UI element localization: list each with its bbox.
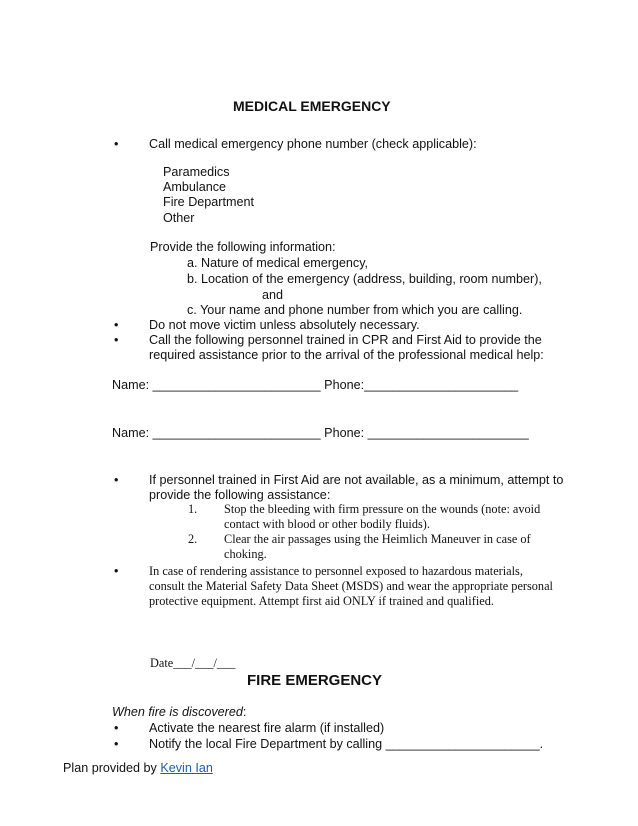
step-2-number: 2. xyxy=(188,532,198,546)
footer-plan-text: Plan provided by xyxy=(63,761,161,775)
activate-alarm-line: Activate the nearest fire alarm (if installed) xyxy=(149,721,385,735)
hazard-line-3: protective equipment. Attempt first aid ONLY if trained and qualified. xyxy=(149,594,494,608)
call-personnel-line-1: Call the following personnel trained in CPR and First Aid to provide the xyxy=(149,333,542,347)
bullet: • xyxy=(114,721,119,735)
first-aid-line-2: provide the following assistance: xyxy=(149,488,331,502)
info-item-c: c. Your name and phone number from which you are calling. xyxy=(187,303,523,317)
provide-info-label: Provide the following information: xyxy=(150,240,336,254)
contact-line-1: Name: ________________________ Phone:______________________ xyxy=(112,378,519,392)
hazard-line-1: In case of rendering assistance to personnel exposed to hazardous materials, xyxy=(149,564,523,578)
bullet: • xyxy=(114,737,119,751)
option-fire-department: Fire Department xyxy=(163,195,254,209)
author-link[interactable]: Kevin Ian xyxy=(160,761,213,775)
bullet: • xyxy=(114,564,119,578)
bullet: • xyxy=(114,473,119,487)
first-aid-line-1: If personnel trained in First Aid are not available, as a minimum, attempt to xyxy=(149,473,564,487)
when-discovered-colon: : xyxy=(242,705,247,719)
option-paramedics: Paramedics xyxy=(163,165,230,179)
contact-line-2: Name: ________________________ Phone: _______________________ xyxy=(112,426,529,440)
call-emergency-line: Call medical emergency phone number (check applicable): xyxy=(149,137,477,151)
bullet: • xyxy=(114,333,119,347)
hazard-line-2: consult the Material Safety Data Sheet (MSDS) and wear the appropriate personal xyxy=(149,579,553,593)
step-2-line-2: choking. xyxy=(224,547,267,561)
date-field: Date___/___/___ xyxy=(150,656,236,670)
footer-plan-credit xyxy=(63,761,213,776)
info-item-b: b. Location of the emergency (address, building, room number), xyxy=(187,272,542,286)
step-1-number: 1. xyxy=(188,502,198,516)
notify-fire-dept-line: Notify the local Fire Department by calling ______________________. xyxy=(149,737,544,751)
when-discovered-label xyxy=(112,705,246,720)
do-not-move-line: Do not move victim unless absolutely necessary. xyxy=(149,318,420,332)
fire-emergency-title: FIRE EMERGENCY xyxy=(247,672,383,689)
step-1-line-1: Stop the bleeding with firm pressure on the wounds (note: avoid xyxy=(224,502,541,516)
info-item-a: a. Nature of medical emergency, xyxy=(187,256,369,270)
step-2-line-1: Clear the air passages using the Heimlich Maneuver in case of xyxy=(224,532,531,546)
call-personnel-line-2: required assistance prior to the arrival of the professional medical help: xyxy=(149,348,544,362)
info-and: and xyxy=(262,288,284,302)
step-1-line-2: contact with blood or other bodily fluids). xyxy=(224,517,430,531)
when-discovered-text: When fire is discovered xyxy=(112,705,243,719)
bullet: • xyxy=(114,318,119,332)
medical-emergency-title: MEDICAL EMERGENCY xyxy=(233,98,391,114)
bullet: • xyxy=(114,137,119,151)
option-other: Other xyxy=(163,211,195,225)
option-ambulance: Ambulance xyxy=(163,180,227,194)
